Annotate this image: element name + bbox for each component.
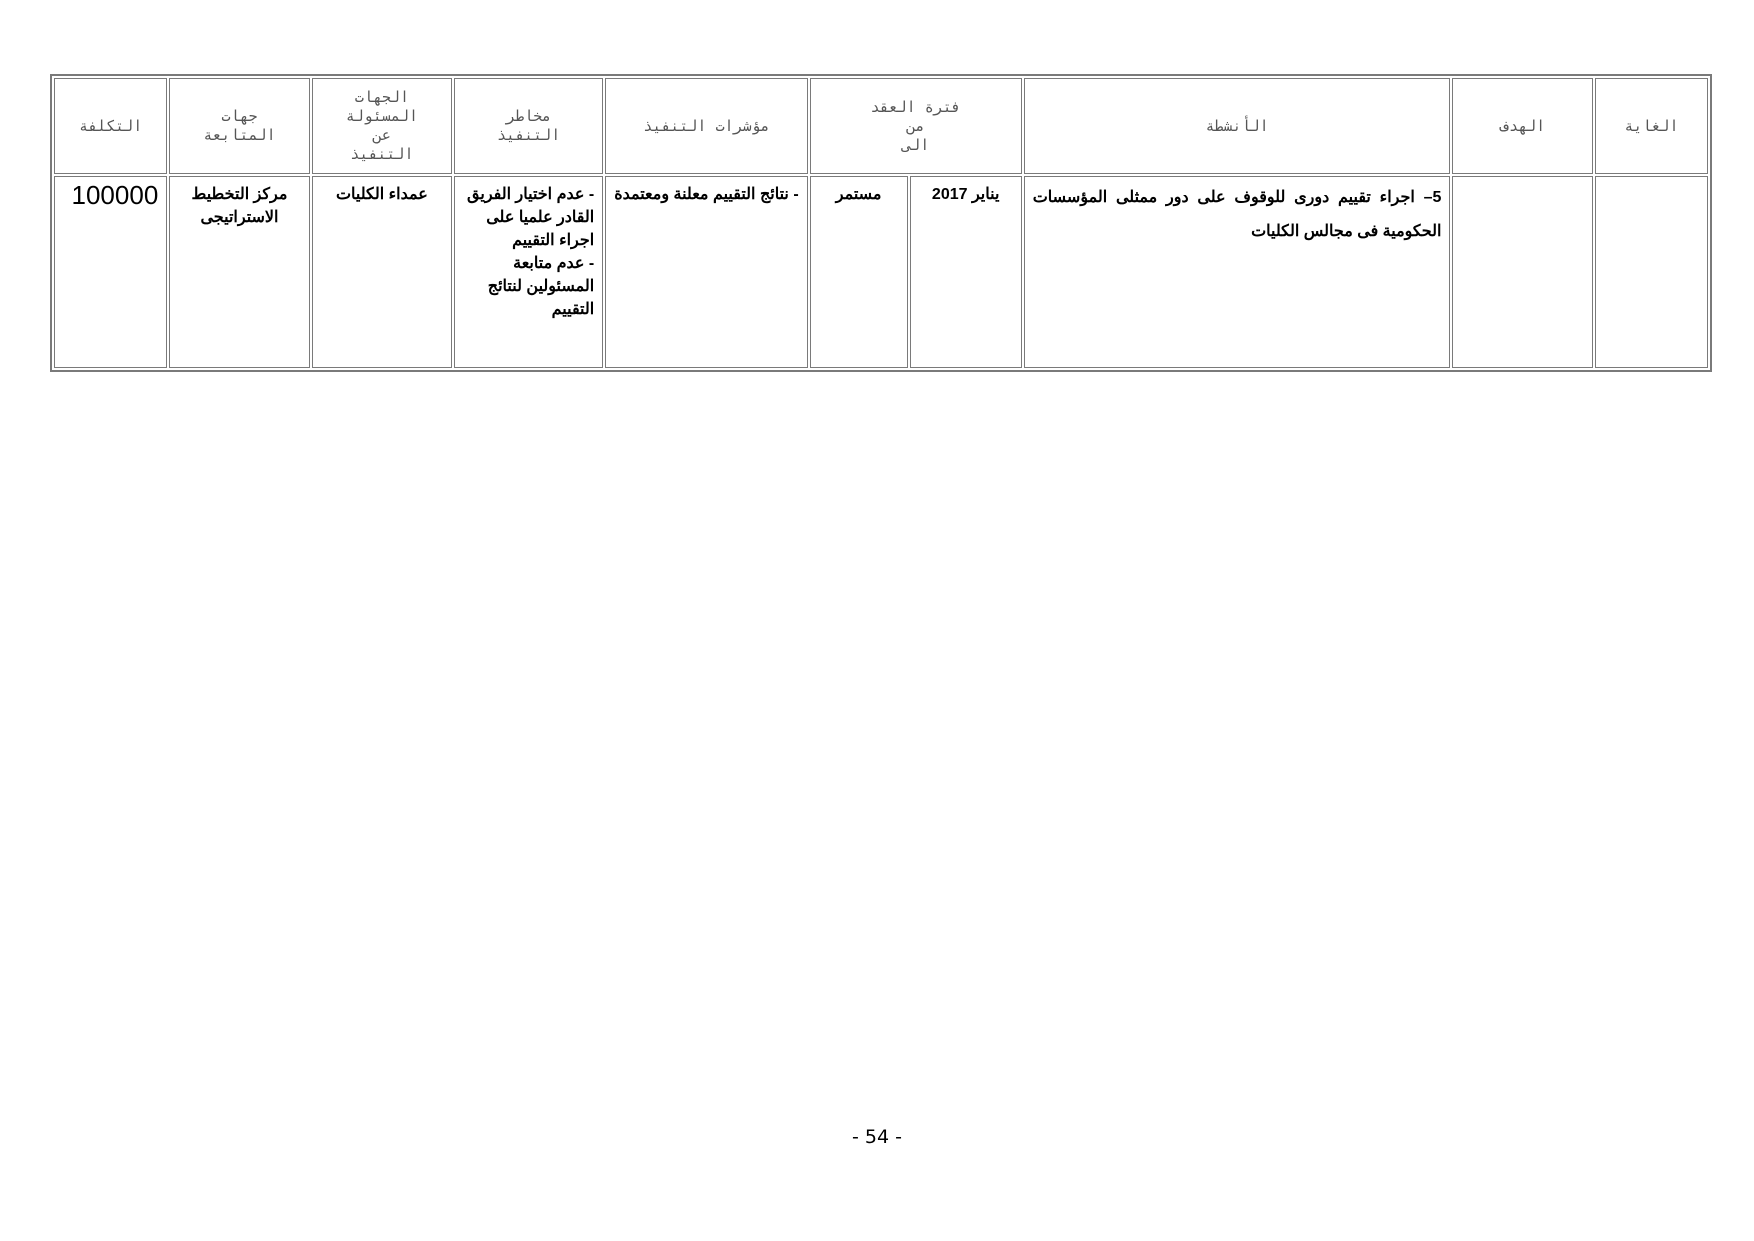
header-responsible-line-3: عن bbox=[372, 126, 391, 144]
cell-activity: 5– اجراء تقييم دورى للوقوف على دور ممثلى المؤسسات الحكومية فى مجالس الكليات bbox=[1024, 176, 1451, 368]
cell-period-from: يناير 2017 bbox=[910, 176, 1022, 368]
header-goal: الغاية bbox=[1595, 78, 1708, 174]
header-objective: الهدف bbox=[1452, 78, 1592, 174]
cell-objective bbox=[1452, 176, 1592, 368]
cell-risks bbox=[454, 176, 603, 368]
cell-responsible: عمداء الكليات bbox=[312, 176, 452, 368]
header-row bbox=[54, 78, 1708, 174]
header-cost: التكلفة bbox=[54, 78, 167, 174]
cell-cost: 100000 bbox=[54, 176, 167, 368]
header-risks bbox=[454, 78, 603, 174]
header-period-title: فترة العقد bbox=[870, 97, 961, 116]
header-responsible-line-1: الجهات bbox=[354, 88, 409, 106]
header-period-to: الى bbox=[902, 135, 930, 154]
header-risks-line-2: التنفيذ bbox=[497, 126, 561, 144]
page-number: - 54 - bbox=[852, 1126, 902, 1148]
strategic-plan-table bbox=[50, 74, 1712, 372]
header-followup-line-2: المتابعة bbox=[203, 126, 276, 144]
cell-indicators: - نتائج التقييم معلنة ومعتمدة bbox=[605, 176, 807, 368]
header-followup-line-1: جهات bbox=[221, 107, 258, 125]
header-responsible bbox=[312, 78, 452, 174]
risk-item: - عدم متابعة المسئولين لنتائج التقييم bbox=[487, 255, 595, 318]
header-risks-line-1: مخاطر bbox=[506, 107, 552, 125]
header-responsible-line-4: التنفيذ bbox=[350, 145, 414, 163]
table-row bbox=[54, 176, 1708, 368]
header-indicators: مؤشرات التنفيذ bbox=[605, 78, 807, 174]
cell-goal bbox=[1595, 176, 1708, 368]
header-period-from: من bbox=[906, 116, 925, 135]
header-contract-period bbox=[810, 78, 1022, 174]
header-activities: الأنشطة bbox=[1024, 78, 1451, 174]
cell-period-to: مستمر bbox=[810, 176, 908, 368]
header-followup bbox=[169, 78, 309, 174]
header-responsible-line-2: المسئولة bbox=[345, 107, 419, 125]
risk-item: - عدم اختيار الفريق القادر علميا على اجراء التقييم bbox=[467, 186, 595, 249]
cell-followup: مركز التخطيط الاستراتيجى bbox=[169, 176, 309, 368]
